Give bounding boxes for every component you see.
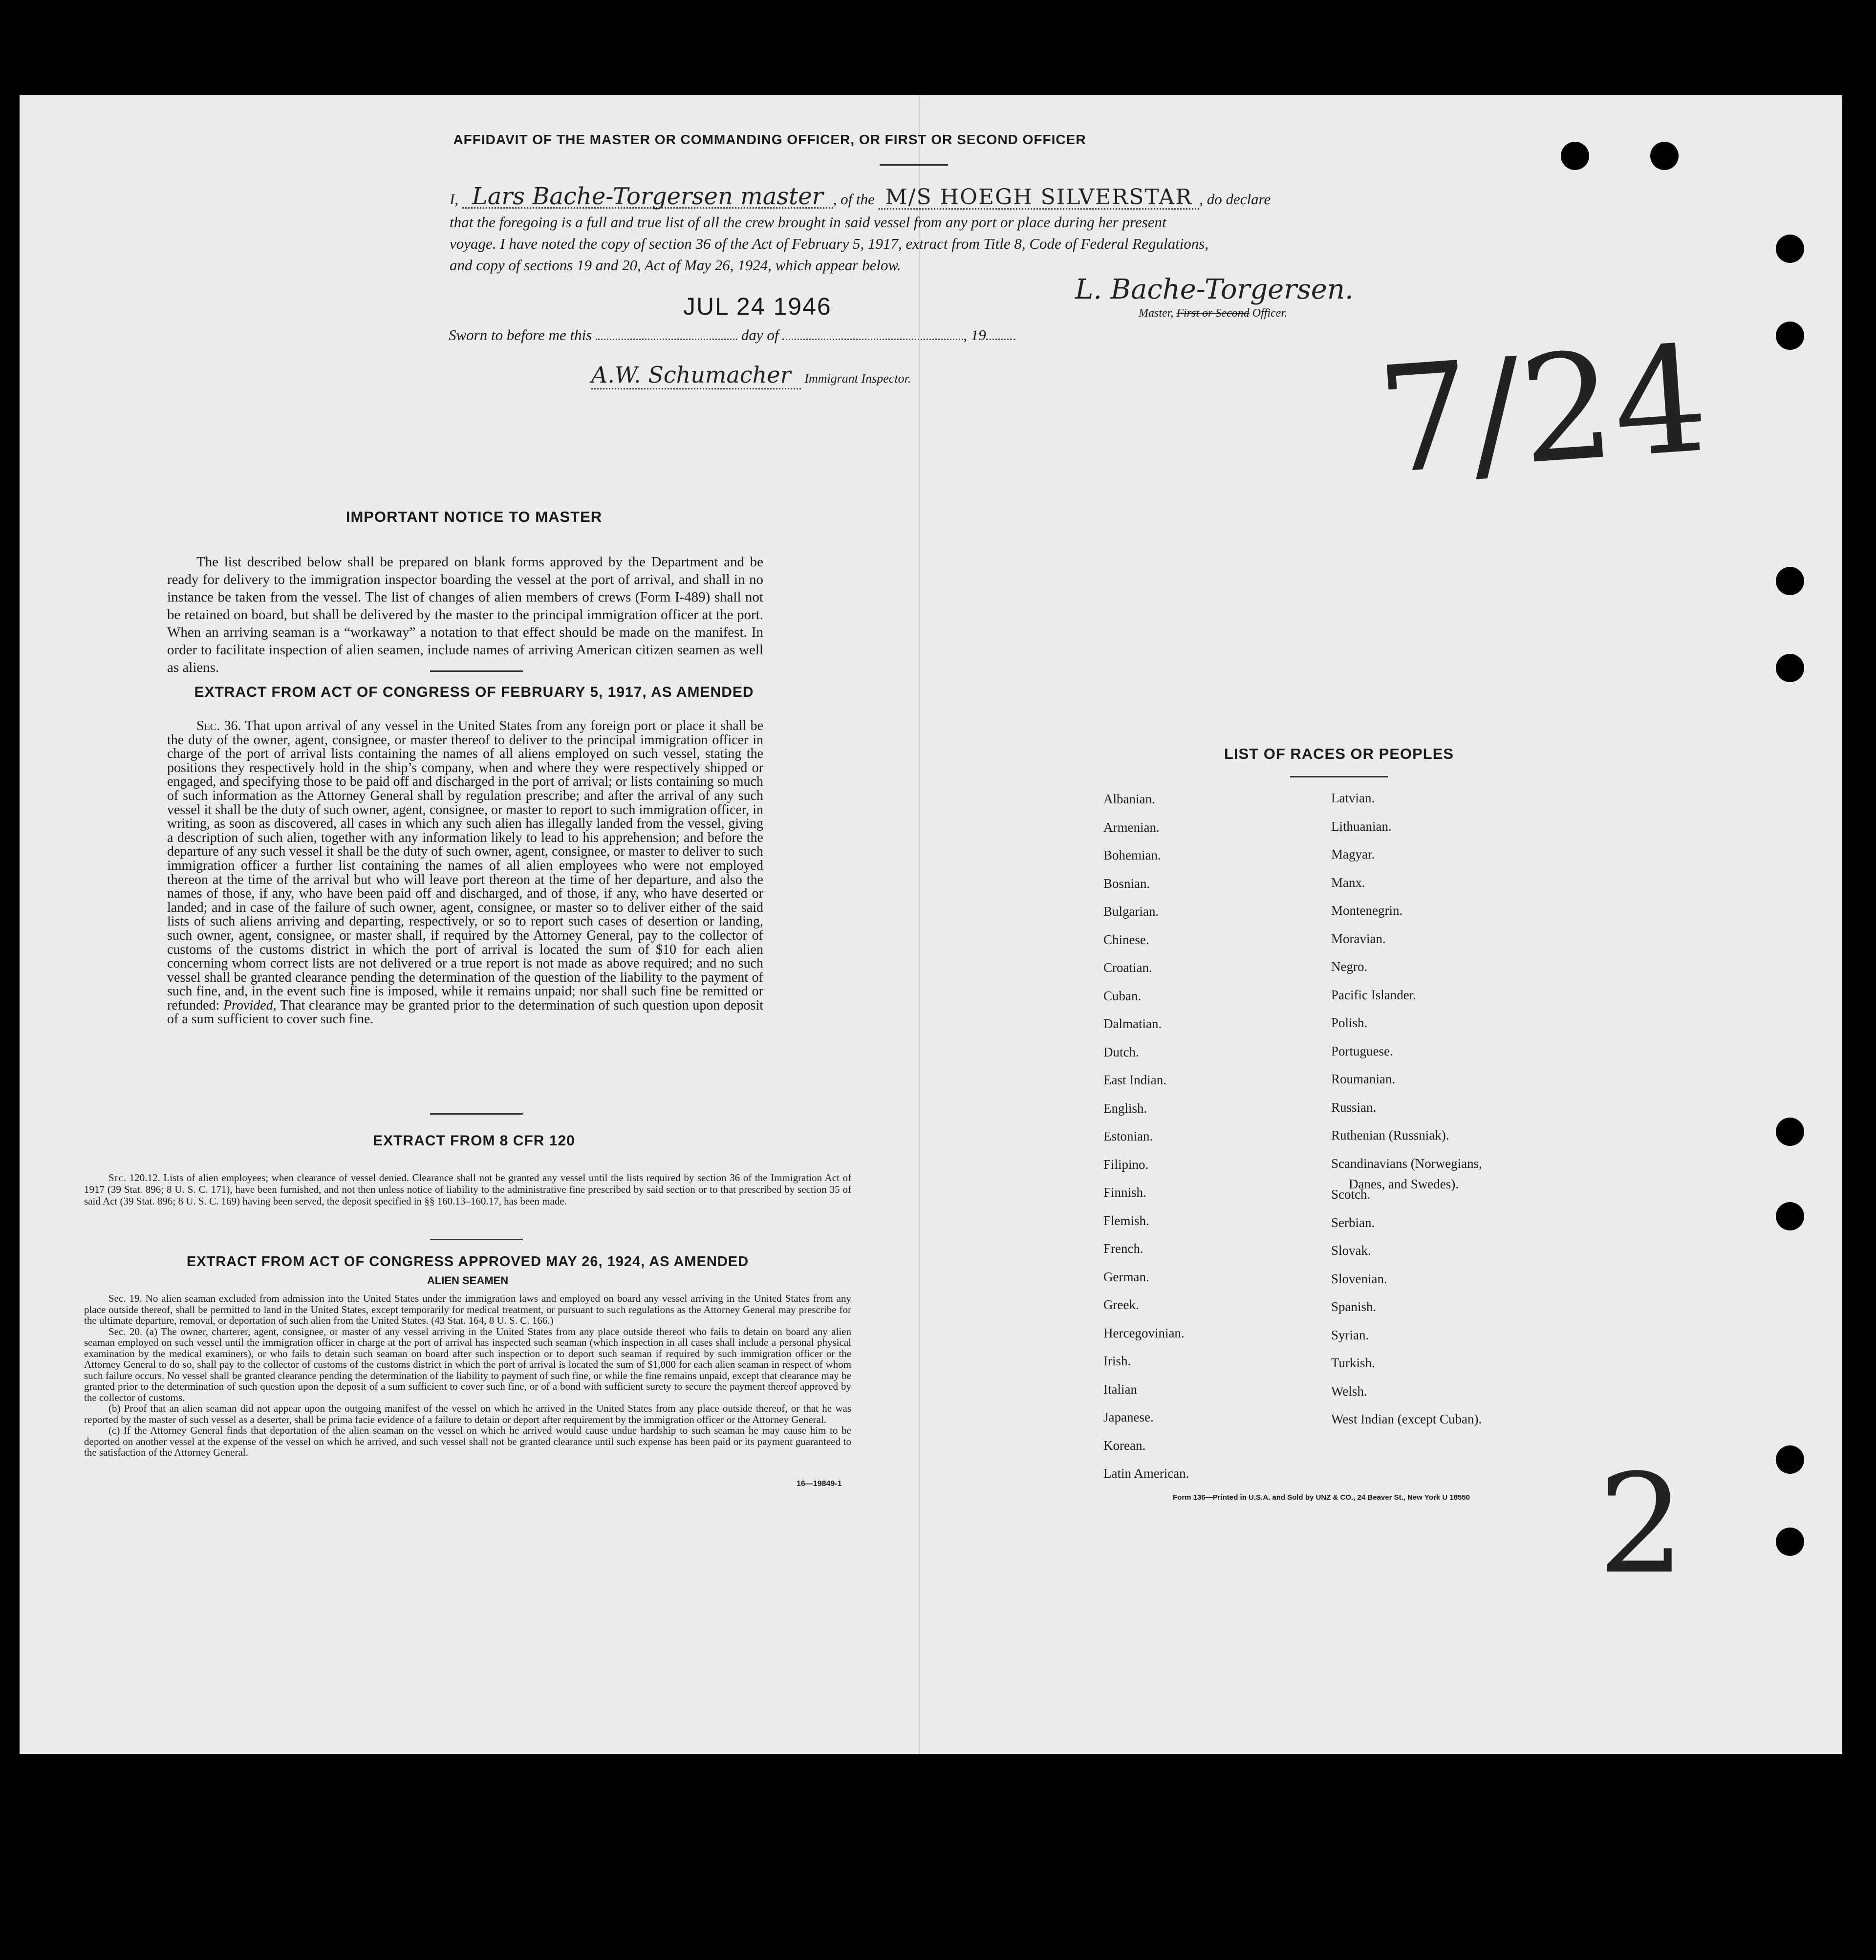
race-item: West Indian (except Cuban).	[1331, 1412, 1482, 1426]
sec-36-label: Sec. 36.	[196, 718, 241, 733]
race-item: Polish.	[1331, 1015, 1368, 1030]
print-code: 16—19849-1	[797, 1480, 842, 1488]
punch-hole	[1776, 1528, 1804, 1556]
affidavit-title: AFFIDAVIT OF THE MASTER OR COMMANDING OFFICER, OR FIRST OR SECOND OFFICER	[453, 132, 1086, 147]
i-label: I,	[450, 191, 459, 208]
race-item: Japanese.	[1103, 1410, 1154, 1424]
punch-hole	[1776, 1202, 1804, 1230]
race-item: Croatian.	[1103, 960, 1152, 975]
race-item: Slovak.	[1331, 1243, 1371, 1258]
race-item: Estonian.	[1103, 1129, 1153, 1143]
master-name-handwritten: Lars Bache-Torgersen master	[462, 186, 833, 209]
race-item: Filipino.	[1103, 1157, 1149, 1172]
punch-hole	[1776, 567, 1804, 595]
master-signature: L. Bache-Torgersen.	[1075, 274, 1354, 305]
of-the-label: , of the	[833, 191, 875, 208]
race-item: Turkish.	[1331, 1356, 1375, 1370]
sworn-line	[449, 326, 1015, 344]
extract-1917-body	[167, 719, 763, 1027]
race-item: Magyar.	[1331, 847, 1375, 862]
form-footer: Form 136—Printed in U.S.A. and Sold by UNZ & CO., 24 Beaver St., New York U 18550	[1173, 1493, 1470, 1502]
inspector-signature: A.W. Schumacher	[591, 362, 801, 389]
race-item: Lithuanian.	[1331, 818, 1392, 834]
punch-hole	[1776, 1445, 1804, 1474]
race-item: Bosnian.	[1103, 876, 1150, 891]
sec-20a-text: Sec. 20. (a) The owner, charterer, agent, consignee, or master of any vessel arriving in the United States from any place outside thereof who fails to detain on board any alien seaman employed on such vessel until the immigration officer in charge at the port of arrival has inspected such seaman (which inspection in all cases shall include a personal physical examination by the medical examiners), or who fails to detain such seaman on board after such inspection or to deport such seaman if required by such immigration officer or the Attorney General to do so, shall pay to the collector of customs of the customs district in which the port of arrival is located the sum of $1,000 for each alien seaman in respect of whom such failure occurs. No vessel shall be granted clearance pending the determination of the liability to payment of such fine, or while the fine remains unpaid, except that clearance may be granted prior to the determination of such question upon the deposit of a sum sufficient to cover such fine, or of a bond with sufficient surety to secure the payment thereof approved by the collector of customs.	[84, 1325, 851, 1403]
race-item: Latvian.	[1331, 791, 1375, 805]
race-item: Irish.	[1103, 1354, 1131, 1368]
race-item: German.	[1103, 1269, 1149, 1284]
cfr-section	[84, 1172, 851, 1207]
sec-19-text: Sec. 19. No alien seaman excluded from admission into the United States under the immigration laws and employed on board any vessel arriving in the United States from any place outside thereof, shall be permitted to land in the United States, except temporarily for medical treatment, or pursuant to such regulations as the Attorney General may prescribe for the ultimate departure, removal, or deportation of such alien from the United States. (43 Stat. 164, 8 U. S. C. 166.)	[84, 1292, 851, 1326]
year-prefix: , 19	[963, 326, 986, 344]
race-item: Moravian.	[1331, 931, 1386, 946]
race-item: Syrian.	[1331, 1327, 1369, 1342]
affidavit-body	[450, 212, 1407, 276]
race-item: Welsh.	[1331, 1383, 1367, 1399]
sec-120-label: Sec. 120.12.	[108, 1172, 160, 1184]
center-fold	[919, 95, 920, 1754]
notice-body: The list described below shall be prepared on blank forms approved by the Department and be ready for delivery to the immigration inspector boarding the vessel at the port of arrival, and shall in no instance be taken from the vessel. The list of changes of alien members of crews (Form I-489) shall not be retained on board, but shall be delivered by the master to the principal immigration officer at the port. When an arriving seaman is a “workaway” a notation to that effect should be made on the manifest. In order to facilitate inspection of alien seamen, include names of arriving American citizen seamen as well as aliens.	[167, 554, 763, 675]
race-item: Portuguese.	[1331, 1043, 1393, 1058]
race-item: East Indian.	[1103, 1073, 1166, 1087]
race-item: Ruthenian (Russniak).	[1331, 1128, 1449, 1142]
race-item: Bulgarian.	[1103, 904, 1159, 919]
master-label	[1139, 307, 1287, 320]
race-item: Slovenian.	[1331, 1271, 1387, 1286]
race-item: Hercegovinian.	[1103, 1325, 1185, 1340]
alien-seamen-subtitle: ALIEN SEAMEN	[427, 1274, 509, 1287]
extract-1924-section	[84, 1293, 851, 1458]
day-of-label: day of	[741, 326, 779, 344]
punch-hole	[1776, 1118, 1804, 1146]
section-rule	[430, 670, 523, 672]
race-item: English.	[1103, 1100, 1147, 1116]
punch-hole	[1776, 235, 1804, 263]
race-item: Flemish.	[1103, 1213, 1149, 1228]
race-item: Finnish.	[1103, 1185, 1146, 1200]
race-item: Montenegrin.	[1331, 903, 1403, 918]
officer-label-text: Officer.	[1252, 307, 1287, 320]
do-declare-label: , do declare	[1199, 191, 1271, 208]
race-item: Serbian.	[1331, 1215, 1375, 1230]
race-item: Cuban.	[1103, 988, 1142, 1003]
race-item: Scandinavians (Norwegians,	[1331, 1156, 1482, 1171]
sec-20b-text: (b) Proof that an alien seaman did not appear upon the outgoing manifest of the vessel on which he arrived in the United States from any place outside thereof, or that he was reported by the master of such vessel as a deserter, shall be prima facie evidence of a failure to detain or deport after requirement by the immigration officer or the Attorney General.	[84, 1402, 851, 1425]
race-item: Albanian.	[1103, 792, 1155, 806]
cfr-body	[84, 1172, 851, 1207]
race-item: Manx.	[1331, 875, 1365, 890]
race-item: Chinese.	[1103, 932, 1149, 947]
extract-1924-title: EXTRACT FROM ACT OF CONGRESS APPROVED MAY 26, 1924, AS AMENDED	[186, 1254, 749, 1270]
extract-1917-title: EXTRACT FROM ACT OF CONGRESS OF FEBRUARY 5, 1917, AS AMENDED	[194, 684, 754, 700]
race-item: Dutch.	[1103, 1044, 1139, 1059]
race-item: Bohemian.	[1103, 848, 1161, 862]
race-item: Korean.	[1103, 1438, 1146, 1453]
race-item: Pacific Islander.	[1331, 987, 1416, 1002]
sec-36-text-end: That clearance may be granted prior to the determination of such question upon deposit of a sum sufficient to cover such fine.	[167, 997, 764, 1027]
race-item: French.	[1103, 1241, 1143, 1256]
sec-20c-text: (c) If the Attorney General finds that deportation of the alien seaman on the vessel on which he arrived would cause undue hardship to such seaman he may cause him to be deported on another vessel at the expense of the vessel on which he arrived, and such vessel shall not be granted clearance until such expense has been paid or its payment guaranteed to the satisfaction of the Attorney General.	[84, 1424, 851, 1458]
sworn-label: Sworn to before me this	[449, 326, 592, 344]
master-label-text: Master,	[1139, 307, 1174, 320]
race-item: Spanish.	[1331, 1299, 1377, 1314]
handwritten-page-number: 2	[1598, 1445, 1685, 1604]
sworn-day-blank	[596, 339, 737, 340]
punch-hole	[1650, 142, 1679, 170]
punch-hole	[1776, 654, 1804, 682]
race-item: Danes, and Swedes).	[1349, 1177, 1459, 1191]
handwritten-date-annotation: 7/24	[1372, 313, 1713, 507]
affidavit-line-3: voyage. I have noted the copy of section 36 of the Act of February 5, 1917, extract from Title 8, Code of Federal Regulations,	[450, 235, 1209, 252]
race-item: Italian	[1103, 1381, 1137, 1397]
notice-title: IMPORTANT NOTICE TO MASTER	[345, 508, 603, 525]
race-item: Roumanian.	[1331, 1072, 1396, 1086]
race-item: Dalmatian.	[1103, 1016, 1162, 1031]
race-item: Negro.	[1331, 959, 1368, 974]
punch-hole	[1561, 142, 1589, 170]
punch-hole	[1776, 322, 1804, 350]
race-item: Armenian.	[1103, 819, 1160, 835]
struck-officer-text: First or Second	[1176, 307, 1250, 320]
vessel-name-handwritten: M/S HOEGH SILVERSTAR	[879, 187, 1200, 210]
affidavit-line-2: that the foregoing is a full and true list of all the crew brought in said vessel from any port or place during her present	[450, 214, 1166, 231]
race-item: Russian.	[1331, 1099, 1377, 1115]
race-item: Latin American.	[1103, 1466, 1189, 1481]
sec-120-text: Lists of alien employees; when clearance of vessel denied. Clearance shall not be granted any vessel until the lists required by section 36 of the Immigration Act of 1917 (39 Stat. 896; 8 U. S. C. 171), have been furnished, and not then unless notice of liability to the administrative fine prescribed by said section or to that prescribed by section 35 of said Act (39 Stat. 896; 8 U. S. C. 169) having been served, the deposit specified in §§ 160.13–160.17, has been made.	[84, 1172, 852, 1207]
race-item: Greek.	[1103, 1297, 1139, 1312]
date-stamp: JUL 24 1946	[683, 293, 832, 320]
race-item: Scotch.	[1331, 1187, 1371, 1202]
races-title: LIST OF RACES OR PEOPLES	[1224, 745, 1454, 762]
section-rule	[430, 1239, 523, 1240]
section-rule	[430, 1113, 523, 1115]
title-rule	[880, 164, 948, 166]
inspector-label: Immigrant Inspector.	[804, 371, 911, 386]
sworn-month-blank	[782, 339, 963, 340]
sec-36-text: That upon arrival of any vessel in the United States from any foreign port or place it shall be the duty of the owner, agent, consignee, or master thereof to deliver to the principal immigration officer in charge of the port of arrival lists containing the names of all aliens employed on such vessel, stating the positions they respectively hold in the ship’s company, when and where they were respectively shipped or engaged, and specifying those to be paid off and discharged in the port of arrival; or lists containing so much of such information as the Attorney General shall by regulation prescribe; and after the arrival of any such vessel it shall be the duty of such owner, agent, consignee, or master to report to such immigration officer, in writing, as soon as discovered, all cases in which any such alien has illegally landed from the vessel, giving a description of such alien, together with any information likely to lead to his apprehension; and before the departure of any such vessel it shall be the duty of such owner, agent, consignee, or master to deliver to such immigration officer a further list containing the names of all alien employees who were not employed thereon at the time of the arrival but who will leave port thereon at the time of her departure, and also the names of those, if any, who have been paid off and discharged, and of those, if any, who have deserted or landed; and in case of the failure of such owner, agent, consignee, or master so to deliver either of the said lists of such aliens arriving and departing, respectively, or so to report such cases of desertion or landing, such owner, agent, consignee, or master shall, if required by the Attorney General, pay to the collector of customs of the customs district in which the port of arrival is located the sum of $10 for each alien concerning whom correct lists are not delivered or a true report is not made as above required; and no such vessel shall be granted clearance pending the determination of the question of the liability to the payment of such fine, and, in the event such fine is imposed, while it remains unpaid; nor shall such fine be remitted or refunded:	[167, 718, 763, 1013]
provided-label: Provided,	[223, 997, 277, 1013]
affidavit-line-4: and copy of sections 19 and 20, Act of May 26, 1924, which appear below.	[450, 257, 901, 274]
inspector-line	[591, 362, 911, 389]
notice-section	[167, 553, 763, 676]
affidavit-text	[450, 183, 1407, 210]
cfr-title: EXTRACT FROM 8 CFR 120	[373, 1133, 575, 1149]
extract-1917-section	[167, 719, 763, 1027]
sworn-year-blank	[986, 339, 1015, 340]
races-title-rule	[1290, 776, 1388, 777]
